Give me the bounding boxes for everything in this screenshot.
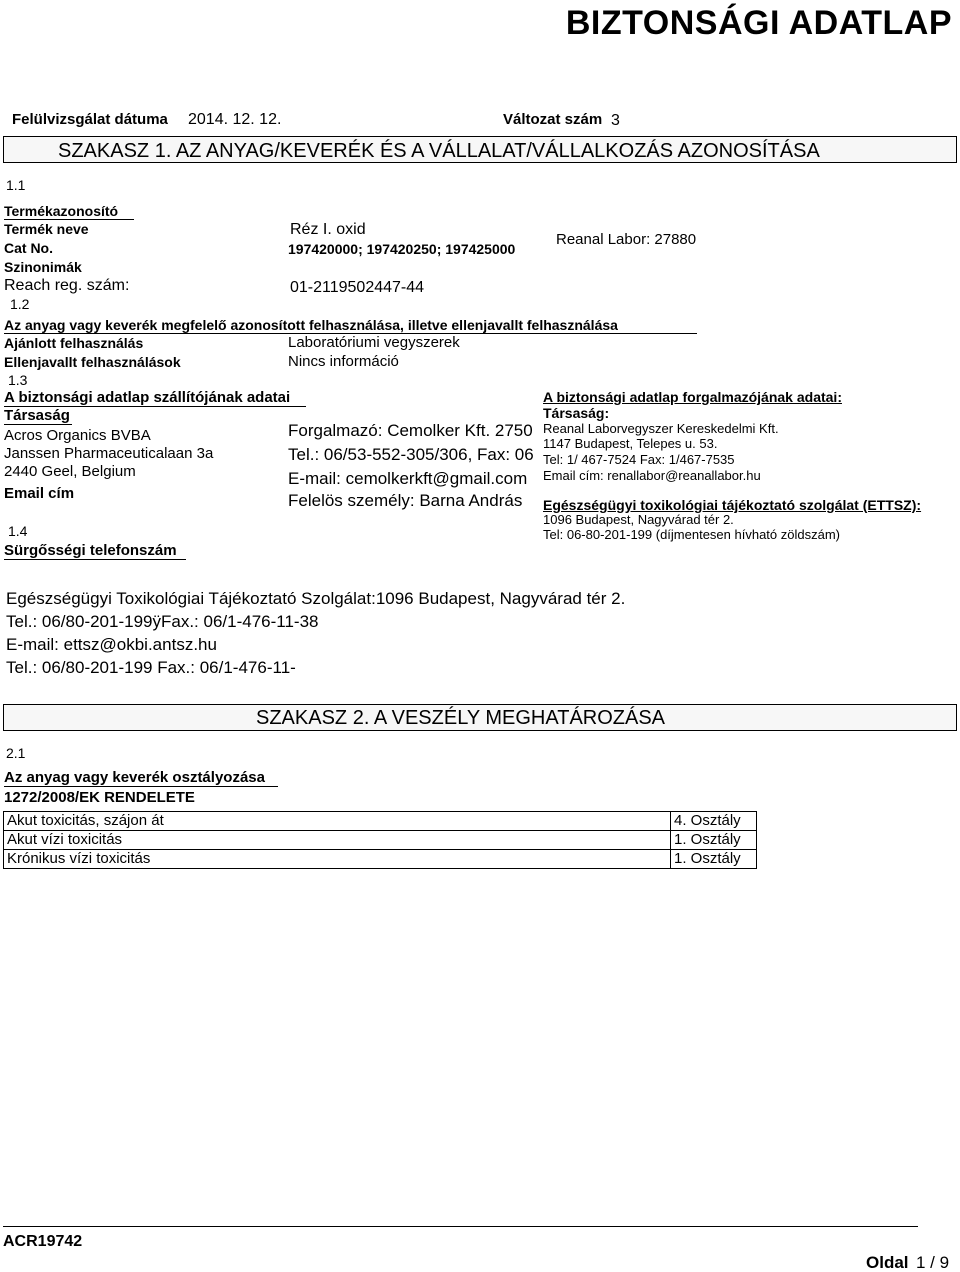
section-number-2-1: 2.1 bbox=[6, 745, 26, 761]
hazard-cell: Krónikus vízi toxicitás bbox=[4, 850, 671, 869]
distributor-line-2: Tel.: 06/53-552-305/306, Fax: 06 bbox=[288, 445, 534, 464]
page-number: 1 / 9 bbox=[916, 1253, 950, 1272]
hazard-cell: Akut vízi toxicitás bbox=[4, 831, 671, 850]
product-identifier-title: Termékazonosító bbox=[4, 203, 134, 220]
hazard-cell: Akut toxicitás, szájon át bbox=[4, 812, 671, 831]
cat-no: 197420000; 197420250; 197425000 bbox=[288, 241, 516, 257]
distributor-line-4: Felelös személy: Barna András bbox=[288, 491, 523, 510]
category-cell: 1. Osztály bbox=[671, 831, 757, 850]
recommended-use: Laboratóriumi vegyszerek bbox=[288, 334, 460, 351]
section-number-1-4: 1.4 bbox=[8, 523, 28, 539]
classification-title: Az anyag vagy keverék osztályozása bbox=[4, 769, 278, 787]
classification-table bbox=[3, 811, 757, 869]
company-label: Társaság bbox=[4, 407, 72, 425]
company-line-2: Janssen Pharmaceuticalaan 3a bbox=[4, 445, 214, 462]
supplier-title: A biztonsági adatlap szállítójának adatai bbox=[4, 389, 306, 407]
restricted-use-label: Ellenjavallt felhasználások bbox=[4, 354, 181, 370]
footer-divider bbox=[3, 1226, 918, 1227]
page-label: Oldal bbox=[866, 1253, 909, 1272]
version-label: Változat szám bbox=[503, 111, 603, 128]
emergency-line-3: E-mail: ettsz@okbi.antsz.hu bbox=[6, 635, 217, 654]
reach-number: 01-2119502447-44 bbox=[290, 279, 425, 296]
dist-line-4: Email cím: renallabor@reanallabor.hu bbox=[543, 468, 761, 483]
product-name: Réz I. oxid bbox=[290, 221, 366, 238]
company-line-1: Acros Organics BVBA bbox=[4, 427, 151, 444]
reach-label: Reach reg. szám: bbox=[4, 277, 130, 294]
version-number: 3 bbox=[611, 112, 620, 129]
section-number-1-3: 1.3 bbox=[8, 372, 28, 388]
section-number-1-2: 1.2 bbox=[10, 296, 30, 312]
dist-title: A biztonsági adatlap forgalmazójának adatai: bbox=[543, 389, 842, 405]
distributor-line-3: E-mail: cemolkerkft@gmail.com bbox=[288, 469, 528, 488]
distributor-line-1: Forgalmazó: Cemolker Kft. 2750 bbox=[288, 421, 533, 440]
restricted-use: Nincs információ bbox=[288, 353, 399, 370]
section1-heading: SZAKASZ 1. AZ ANYAG/KEVERÉK ÉS A VÁLLALAT/VÁLLALKOZÁS AZONOSÍTÁSA bbox=[58, 140, 820, 162]
revision-date: 2014. 12. 12. bbox=[188, 111, 282, 128]
reanal-code: Reanal Labor: 27880 bbox=[556, 231, 697, 248]
emergency-line-2: Tel.: 06/80-201-199ÿFax.: 06/1-476-11-38 bbox=[6, 612, 319, 631]
company-line-3: 2440 Geel, Belgium bbox=[4, 463, 136, 480]
emergency-phone-title: Sürgősségi telefonszám bbox=[4, 542, 186, 560]
category-cell: 4. Osztály bbox=[671, 812, 757, 831]
dist-line-3: Tel: 1/ 467-7524 Fax: 1/467-7535 bbox=[543, 452, 735, 467]
cat-no-label: Cat No. bbox=[4, 240, 53, 256]
table-row bbox=[4, 812, 757, 831]
regulation-label: 1272/2008/EK RENDELETE bbox=[4, 789, 195, 806]
table-row bbox=[4, 850, 757, 869]
distributor-block bbox=[288, 421, 537, 516]
footer-code: ACR19742 bbox=[3, 1233, 83, 1250]
dist-line-1: Reanal Laborvegyszer Kereskedelmi Kft. bbox=[543, 421, 779, 436]
recommended-use-label: Ajánlott felhasználás bbox=[4, 335, 144, 351]
section-number-1-1: 1.1 bbox=[6, 177, 26, 193]
section2-heading: SZAKASZ 2. A VESZÉLY MEGHATÁROZÁSA bbox=[256, 707, 666, 729]
product-name-label: Termék neve bbox=[4, 221, 89, 237]
revision-date-label: Felülvizsgálat dátuma bbox=[12, 111, 168, 128]
ettsz-line-2: Tel: 06-80-201-199 (díjmentesen hívható zöldszám) bbox=[543, 527, 840, 542]
emergency-line-1: Egészségügyi Toxikológiai Tájékoztató Szolgálat:1096 Budapest, Nagyvárad tér 2. bbox=[6, 589, 626, 608]
category-cell: 1. Osztály bbox=[671, 850, 757, 869]
dist-line-2: 1147 Budapest, Telepes u. 53. bbox=[543, 436, 718, 451]
email-label: Email cím bbox=[4, 485, 75, 502]
table-row bbox=[4, 831, 757, 850]
document-title: BIZTONSÁGI ADATLAP bbox=[565, 4, 952, 42]
identified-uses-title: Az anyag vagy keverék megfelelő azonosított felhasználása, illetve ellenjavallt felhasználása bbox=[4, 317, 697, 334]
dist-company-label: Társaság: bbox=[543, 405, 610, 421]
synonyms-label: Szinonimák bbox=[4, 259, 82, 275]
ettsz-line-1: 1096 Budapest, Nagyvárad tér 2. bbox=[543, 512, 734, 527]
emergency-line-4: Tel.: 06/80-201-199 Fax.: 06/1-476-11- bbox=[6, 658, 296, 677]
ettsz-title: Egészségügyi toxikológiai tájékoztató szolgálat (ETTSZ): bbox=[543, 497, 922, 513]
